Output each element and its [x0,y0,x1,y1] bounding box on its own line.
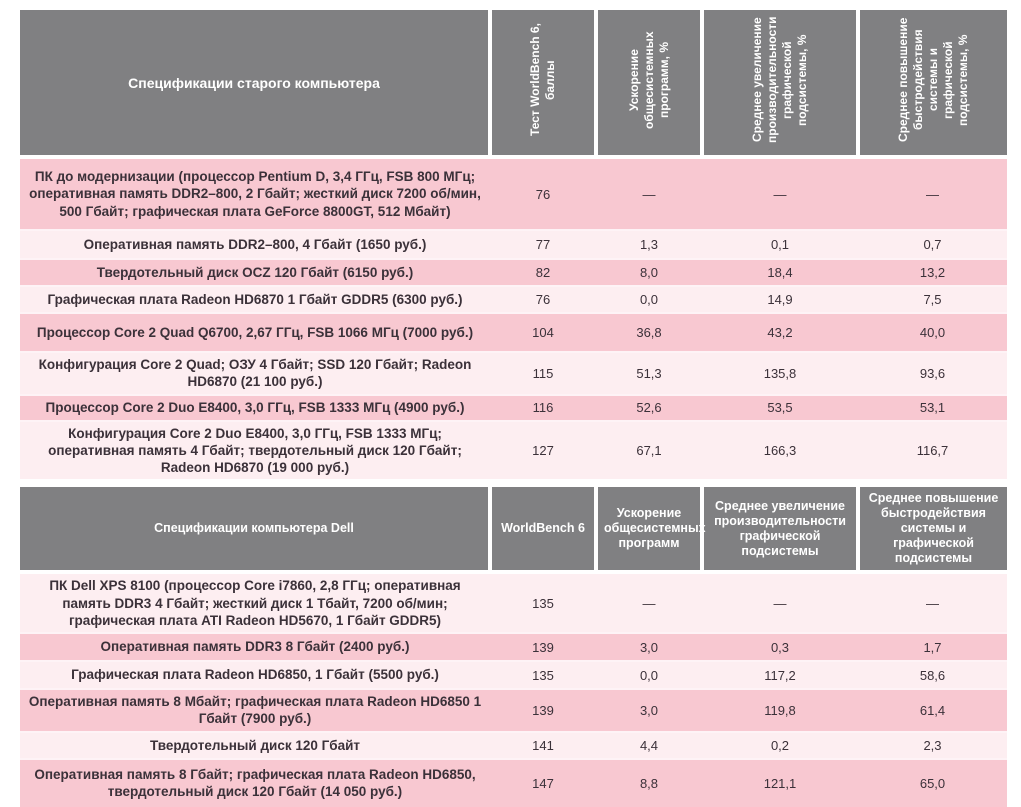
spec-row [20,157,1007,230]
apps-speedup-cell: 8,0 [596,259,702,286]
overall-gain-cell: 61,4 [858,689,1007,732]
spec-name-cell: Конфигурация Core 2 Quad; ОЗУ 4 Гбайт; SSD 120 Гбайт; Radeon HD6870 (21 100 руб.) [20,352,490,395]
overall-gain-cell: 116,7 [858,421,1007,480]
overall-gain-cell: — [858,572,1007,633]
table1-title: Спецификации старого компьютера [20,10,490,157]
spec-name-cell: Оперативная память DDR3 8 Гбайт (2400 руб.) [20,633,490,661]
spec-row [20,286,1007,313]
spec-name-cell: Графическая плата Radeon HD6870 1 Гбайт GDDR5 (6300 руб.) [20,286,490,313]
spec-name-cell: Процессор Core 2 Quad Q6700, 2,67 ГГц, FSB 1066 МГц (7000 руб.) [20,313,490,352]
gpu-gain-cell: 18,4 [702,259,858,286]
col-header-worldbench-label: Тест WorldBench 6, баллы [528,23,557,137]
benchmark-tables-page [20,10,1007,807]
table2-header-row [20,487,1007,572]
apps-speedup-cell: 52,6 [596,395,702,421]
worldbench-score-cell: 116 [490,395,596,421]
spec-row [20,352,1007,395]
worldbench-score-cell: 147 [490,759,596,807]
gpu-gain-cell: 121,1 [702,759,858,807]
spec-row [20,689,1007,732]
worldbench-score-cell: 141 [490,732,596,759]
spec-name-cell: Конфигурация Core 2 Duo E8400, 3,0 ГГц, FSB 1333 МГц; оперативная память 4 Гбайт; твердотельный диск 120 Гбайт; Radeon HD6870 (19 000 руб.) [20,421,490,480]
spec-row [20,759,1007,807]
overall-gain-cell: 40,0 [858,313,1007,352]
col-header-apps-speedup: Ускорение общесистемных программ [596,487,702,572]
gpu-gain-cell: 135,8 [702,352,858,395]
spec-row [20,421,1007,480]
worldbench-score-cell: 76 [490,157,596,230]
worldbench-score-cell: 82 [490,259,596,286]
gpu-gain-cell: 0,3 [702,633,858,661]
worldbench-score-cell: 77 [490,230,596,259]
col-header-apps-speedup-label: Ускорение общесистемных программ, % [626,31,671,129]
overall-gain-cell: 65,0 [858,759,1007,807]
spec-row [20,633,1007,661]
overall-gain-cell: — [858,157,1007,230]
spec-row [20,259,1007,286]
spec-name-cell: Твердотельный диск OCZ 120 Гбайт (6150 руб.) [20,259,490,286]
overall-gain-cell: 53,1 [858,395,1007,421]
spec-row [20,732,1007,759]
col-header-worldbench: WorldBench 6 [490,487,596,572]
apps-speedup-cell: 1,3 [596,230,702,259]
gpu-gain-cell: 117,2 [702,661,858,689]
spec-row [20,572,1007,633]
spec-row [20,313,1007,352]
overall-gain-cell: 93,6 [858,352,1007,395]
old-computer-table [20,10,1007,479]
apps-speedup-cell: 3,0 [596,689,702,732]
spec-row [20,661,1007,689]
worldbench-score-cell: 76 [490,286,596,313]
overall-gain-cell: 0,7 [858,230,1007,259]
spec-name-cell: ПК до модернизации (процессор Pentium D, 3,4 ГГц, FSB 800 МГц; оперативная память DDR2–800, 2 Гбайт; жесткий диск 7200 об/мин, 500 Гбайт; графическая плата GeForce 8800GT, 512 Мбайт) [20,157,490,230]
gpu-gain-cell: 53,5 [702,395,858,421]
apps-speedup-cell: 36,8 [596,313,702,352]
col-header-gpu-gain: Среднее увеличение производительности графической подсистемы [702,487,858,572]
worldbench-score-cell: 115 [490,352,596,395]
col-header-worldbench [490,10,596,157]
spec-name-cell: Твердотельный диск 120 Гбайт [20,732,490,759]
worldbench-score-cell: 139 [490,633,596,661]
gpu-gain-cell: 43,2 [702,313,858,352]
apps-speedup-cell: 0,0 [596,661,702,689]
spec-name-cell: Оперативная память DDR2–800, 4 Гбайт (1650 руб.) [20,230,490,259]
spec-name-cell: Процессор Core 2 Duo E8400, 3,0 ГГц, FSB 1333 МГц (4900 руб.) [20,395,490,421]
apps-speedup-cell: — [596,572,702,633]
overall-gain-cell: 2,3 [858,732,1007,759]
spec-row [20,395,1007,421]
gpu-gain-cell: 119,8 [702,689,858,732]
gpu-gain-cell: 0,1 [702,230,858,259]
spec-name-cell: Графическая плата Radeon HD6850, 1 Гбайт (5500 руб.) [20,661,490,689]
apps-speedup-cell: 0,0 [596,286,702,313]
gpu-gain-cell: — [702,157,858,230]
apps-speedup-cell: 4,4 [596,732,702,759]
apps-speedup-cell: 3,0 [596,633,702,661]
overall-gain-cell: 13,2 [858,259,1007,286]
overall-gain-cell: 7,5 [858,286,1007,313]
apps-speedup-cell: — [596,157,702,230]
col-header-overall-gain: Среднее повышение быстродействия системы и графической подсистемы [858,487,1007,572]
worldbench-score-cell: 139 [490,689,596,732]
gpu-gain-cell: 14,9 [702,286,858,313]
col-header-overall-gain [858,10,1007,157]
spec-name-cell: Оперативная память 8 Мбайт; графическая плата Radeon HD6850 1 Гбайт (7900 руб.) [20,689,490,732]
worldbench-score-cell: 135 [490,572,596,633]
table1-header-row [20,10,1007,157]
spec-name-cell: Оперативная память 8 Гбайт; графическая плата Radeon HD6850, твердотельный диск 120 Гбайт (14 050 руб.) [20,759,490,807]
worldbench-score-cell: 127 [490,421,596,480]
table2-title: Спецификации компьютера Dell [20,487,490,572]
overall-gain-cell: 58,6 [858,661,1007,689]
apps-speedup-cell: 67,1 [596,421,702,480]
spec-name-cell: ПК Dell XPS 8100 (процессор Core i7860, 2,8 ГГц; оперативная память DDR3 4 Гбайт; жесткий диск 1 Тбайт, 7200 об/мин; графическая плата ATI Radeon HD5670, 1 Гбайт GDDR5) [20,572,490,633]
col-header-gpu-gain-label: Среднее увеличение производительности графической подсистемы, % [750,16,809,144]
gpu-gain-cell: — [702,572,858,633]
gpu-gain-cell: 0,2 [702,732,858,759]
worldbench-score-cell: 104 [490,313,596,352]
worldbench-score-cell: 135 [490,661,596,689]
apps-speedup-cell: 8,8 [596,759,702,807]
gpu-gain-cell: 166,3 [702,421,858,480]
col-header-gpu-gain [702,10,858,157]
col-header-overall-gain-label: Среднее повышение быстродействия системы и графической подсистемы, % [896,17,970,143]
col-header-apps-speedup [596,10,702,157]
spec-row [20,230,1007,259]
overall-gain-cell: 1,7 [858,633,1007,661]
dell-computer-table [20,487,1007,806]
apps-speedup-cell: 51,3 [596,352,702,395]
